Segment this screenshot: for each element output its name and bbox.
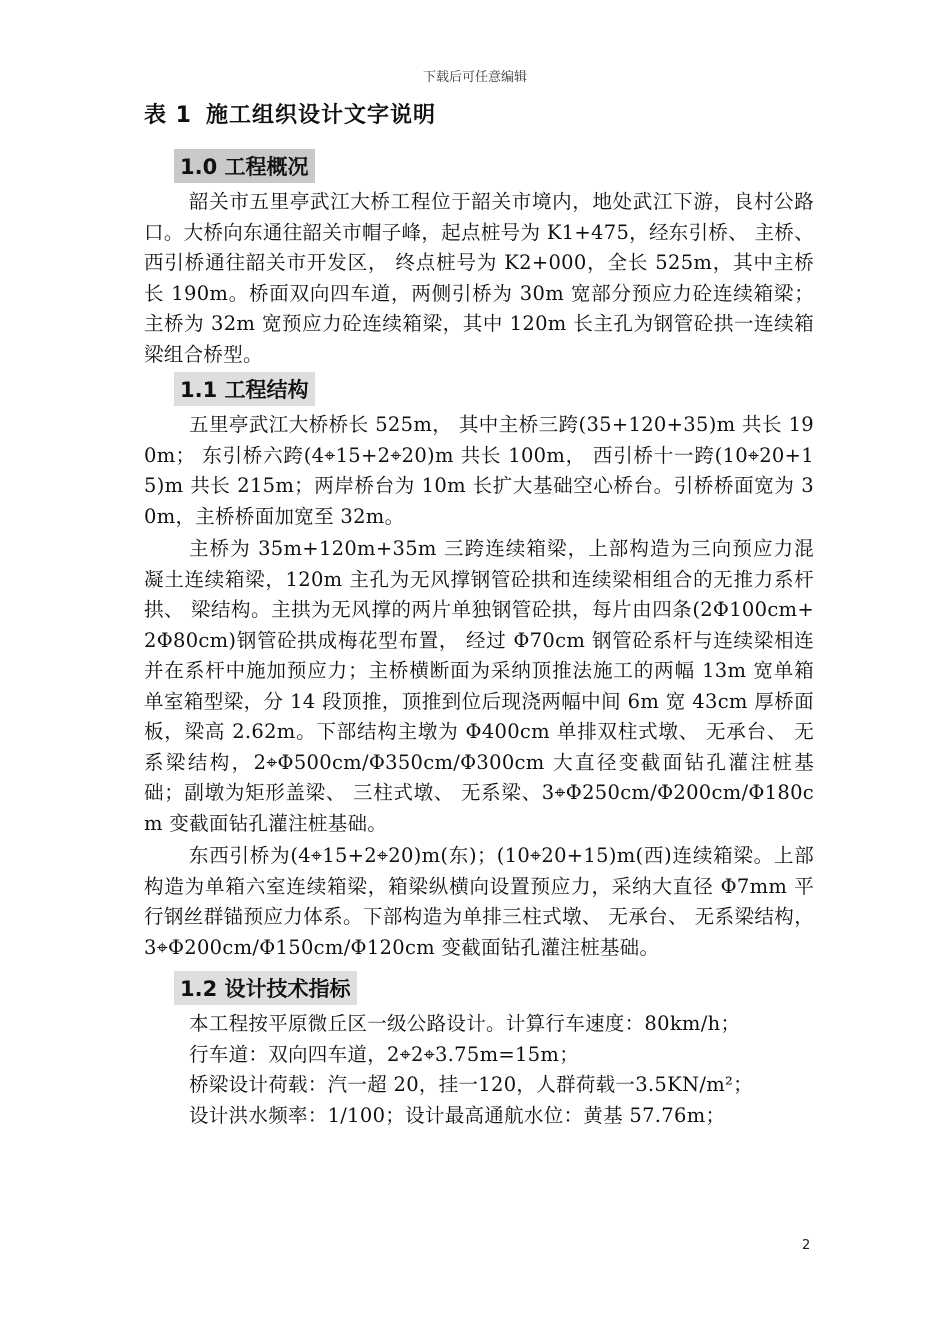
paragraph-structure-3: 东西引桥为(4⌖15+2⌖20)m(东)；(10⌖20+15)m(西)连续箱梁。上部构造为单箱六室连续箱梁，箱梁纵横向设置预应力，采纳大直径 Φ7mm 平行钢丝群锚预应力体系。下部构造为单排三柱式墩、 无承台、 无系梁结构，3⌖Φ200cm/Φ150cm/Φ120cm 变截面钻孔灌注桩基础。	[144, 844, 814, 959]
spec-line-3: 桥梁设计荷载：汽一超 20，挂一120，人群荷载一3.5KN/m²；	[189, 1073, 753, 1096]
section-heading-specs: 1.2 设计技术指标	[174, 971, 357, 1005]
section-heading-overview: 1.0 工程概况	[174, 149, 315, 183]
spec-line-4: 设计洪水频率：1/100；设计最高通航水位：黄基 57.76m；	[189, 1103, 726, 1127]
document-title	[144, 98, 814, 129]
paragraph-structure-2: 主桥为 35m+120m+35m 三跨连续箱梁，上部构造为三向预应力混凝土连续箱梁，120m 主孔为无风撑钢管砼拱和连续梁相组合的无推力系杆拱、 梁结构。主拱为无风撑的两片单独钢管砼拱，每片由四条(2Φ100cm+2Φ80cm)钢管砼拱成梅花型布置， 经过 Φ70cm 钢管砼系杆与连续梁相连并在系杆中施加预应力；主桥横断面为采纳顶推法施工的两幅 13m 宽单箱单室箱型梁，分 14 段顶推，顶推到位后现浇两幅中间 6m 宽 43cm 厚桥面板，梁高 2.62m。下部结构主墩为 Φ400cm 单排双柱式墩、 无承台、 无系梁结构，2⌖Φ500cm/Φ350cm/Φ300cm 大直径变截面钻孔灌注桩基础；副墩为矩形盖梁、 三柱式墩、 无系梁、3⌖Φ250cm/Φ200cm/Φ180cm 变截面钻孔灌注桩基础。	[144, 537, 814, 835]
document-body	[144, 98, 814, 1131]
paragraph-overview: 韶关市五里亭武江大桥工程位于韶关市境内，地处武江下游，良村公路口。大桥向东通往韶关市帽子峰，起点桩号为 K1+475，经东引桥、 主桥、 西引桥通往韶关市开发区， 终点桩号为 K2+000，全长 525m，其中主桥长 190m。桥面双向四车道，两侧引桥为 30m 宽部分预应力砼连续箱梁；主桥为 32m 宽预应力砼连续箱梁，其中 120m 长主孔为钢管砼拱一连续箱梁组合桥型。	[144, 190, 814, 366]
title-text: 施工组织设计文字说明	[205, 103, 436, 128]
paragraph-structure-1: 五里亭武江大桥桥长 525m， 其中主桥三跨(35+120+35)m 共长 190m； 东引桥六跨(4⌖15+2⌖20)m 共长 100m， 西引桥十一跨(10⌖20+15)m 共长 215m；两岸桥台为 10m 长扩大基础空心桥台。引桥桥面宽为 30m，主桥桥面加宽至 32m。	[144, 413, 814, 528]
table-number: 表 1	[144, 103, 192, 128]
header-note: 下载后可任意编辑	[422, 70, 527, 85]
page-number: 2	[802, 1238, 811, 1253]
spec-line-1: 本工程按平原微丘区一级公路设计。计算行车速度：80km/h；	[189, 1012, 741, 1035]
spec-line-2: 行车道：双向四车道，2⌖2⌖3.75m=15m；	[189, 1042, 580, 1066]
section-heading-structure: 1.1 工程结构	[174, 372, 315, 406]
